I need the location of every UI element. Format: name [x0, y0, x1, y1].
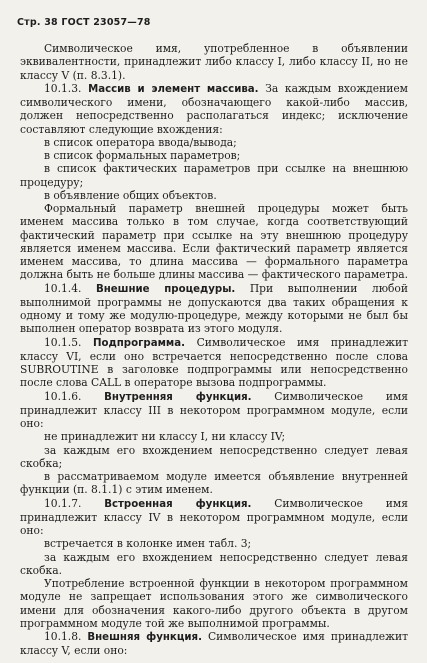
section-text: За каждым вхождением символического имени, обозначающего какой-либо массив, должен непосредственно располагаться индекс; исключение составляют следующие вхождения:	[20, 81, 408, 136]
paragraph-equivalence: Символическое имя, употребленное в объявлении эквивалентности, принадлежит либо классу I, либо классу II, но не классу V (п. 8.3.1).	[20, 42, 408, 82]
list-item: в рассматриваемом модуле имеется объявление внутренней функции (п. 8.1.1) с этим именем.	[20, 470, 408, 497]
section-text: При выполнении любой выполнимой программы не допускаются два таких обращения к одному и тому же модулю-процедуре, между которыми не был бы выполнен оператор возврата из этого модуля.	[20, 281, 408, 336]
section-heading: Внутренняя функция.	[104, 391, 252, 403]
section-number: 10.1.7.	[44, 496, 82, 510]
list-item: не принадлежит ни классу I, ни классу IV;	[44, 430, 286, 444]
section-10-1-6	[20, 390, 408, 431]
paragraph-builtin-usage: Употребление встроенной функции в некотором программном модуле не запрещает использования этого же символического имени для обозначения какого-либо другого объекта в другом программном модуле той же выполнимой программы.	[20, 577, 408, 630]
section-text: Символическое имя принадлежит классу V, если оно:	[20, 630, 408, 658]
list-item: за каждым его вхождением непосредственно следует левая скобка.	[20, 550, 408, 577]
section-heading: Подпрограмма.	[93, 337, 185, 349]
list-item: встречается в колонке имен табл. 3;	[44, 537, 252, 551]
section-10-1-3	[20, 82, 408, 136]
section-heading: Массив и элемент массива.	[88, 83, 259, 95]
section-text: Символическое имя принадлежит классу VI, если оно встречается непосредственно после слова SUBROUTINE в заголовке подпрограммы или непосредственно после слова CALL в операторе вызова подпрограммы.	[20, 335, 408, 390]
section-number: 10.1.4.	[44, 281, 82, 295]
section-text: Символическое имя принадлежит классу IV в некотором программном модуле, если оно:	[20, 496, 408, 537]
section-10-1-4	[20, 282, 408, 336]
section-heading: Встроенная функция.	[104, 498, 252, 510]
list-item: в список формальных параметров;	[44, 149, 241, 162]
list-item: за каждым его вхождением непосредственно следует левая скобка;	[20, 443, 408, 470]
list-item: в список фактических параметров при ссылке на внешнюю процедуру;	[20, 162, 408, 189]
section-10-1-7	[20, 497, 408, 538]
section-number: 10.1.5.	[44, 335, 82, 349]
section-text: Символическое имя принадлежит классу III в некотором программном модуле, если оно:	[20, 389, 409, 430]
document-body	[20, 42, 408, 658]
section-heading: Внешние процедуры.	[95, 283, 236, 295]
section-number: 10.1.3.	[44, 81, 82, 95]
section-number: 10.1.6.	[44, 389, 82, 403]
section-10-1-8	[20, 630, 408, 658]
list-item: в объявление общих объектов.	[44, 188, 217, 202]
list-item: в список оператора ввода/вывода;	[44, 135, 237, 149]
paragraph-formal-parameter: Формальный параметр внешней процедуры может быть именем массива только в том случае, когда соответствующий фактический параметр при ссылке на эту внешнюю процедуру является именем массива. Если фактический параметр является именем массива, то длина массива — формального параметра должна быть не больше длины массива — фактического параметра.	[20, 202, 408, 282]
section-number: 10.1.8.	[44, 630, 82, 643]
section-10-1-5	[20, 336, 408, 390]
page-header: Стр. 38 ГОСТ 23057—78	[17, 17, 151, 28]
section-heading: Внешняя функция.	[87, 632, 202, 643]
